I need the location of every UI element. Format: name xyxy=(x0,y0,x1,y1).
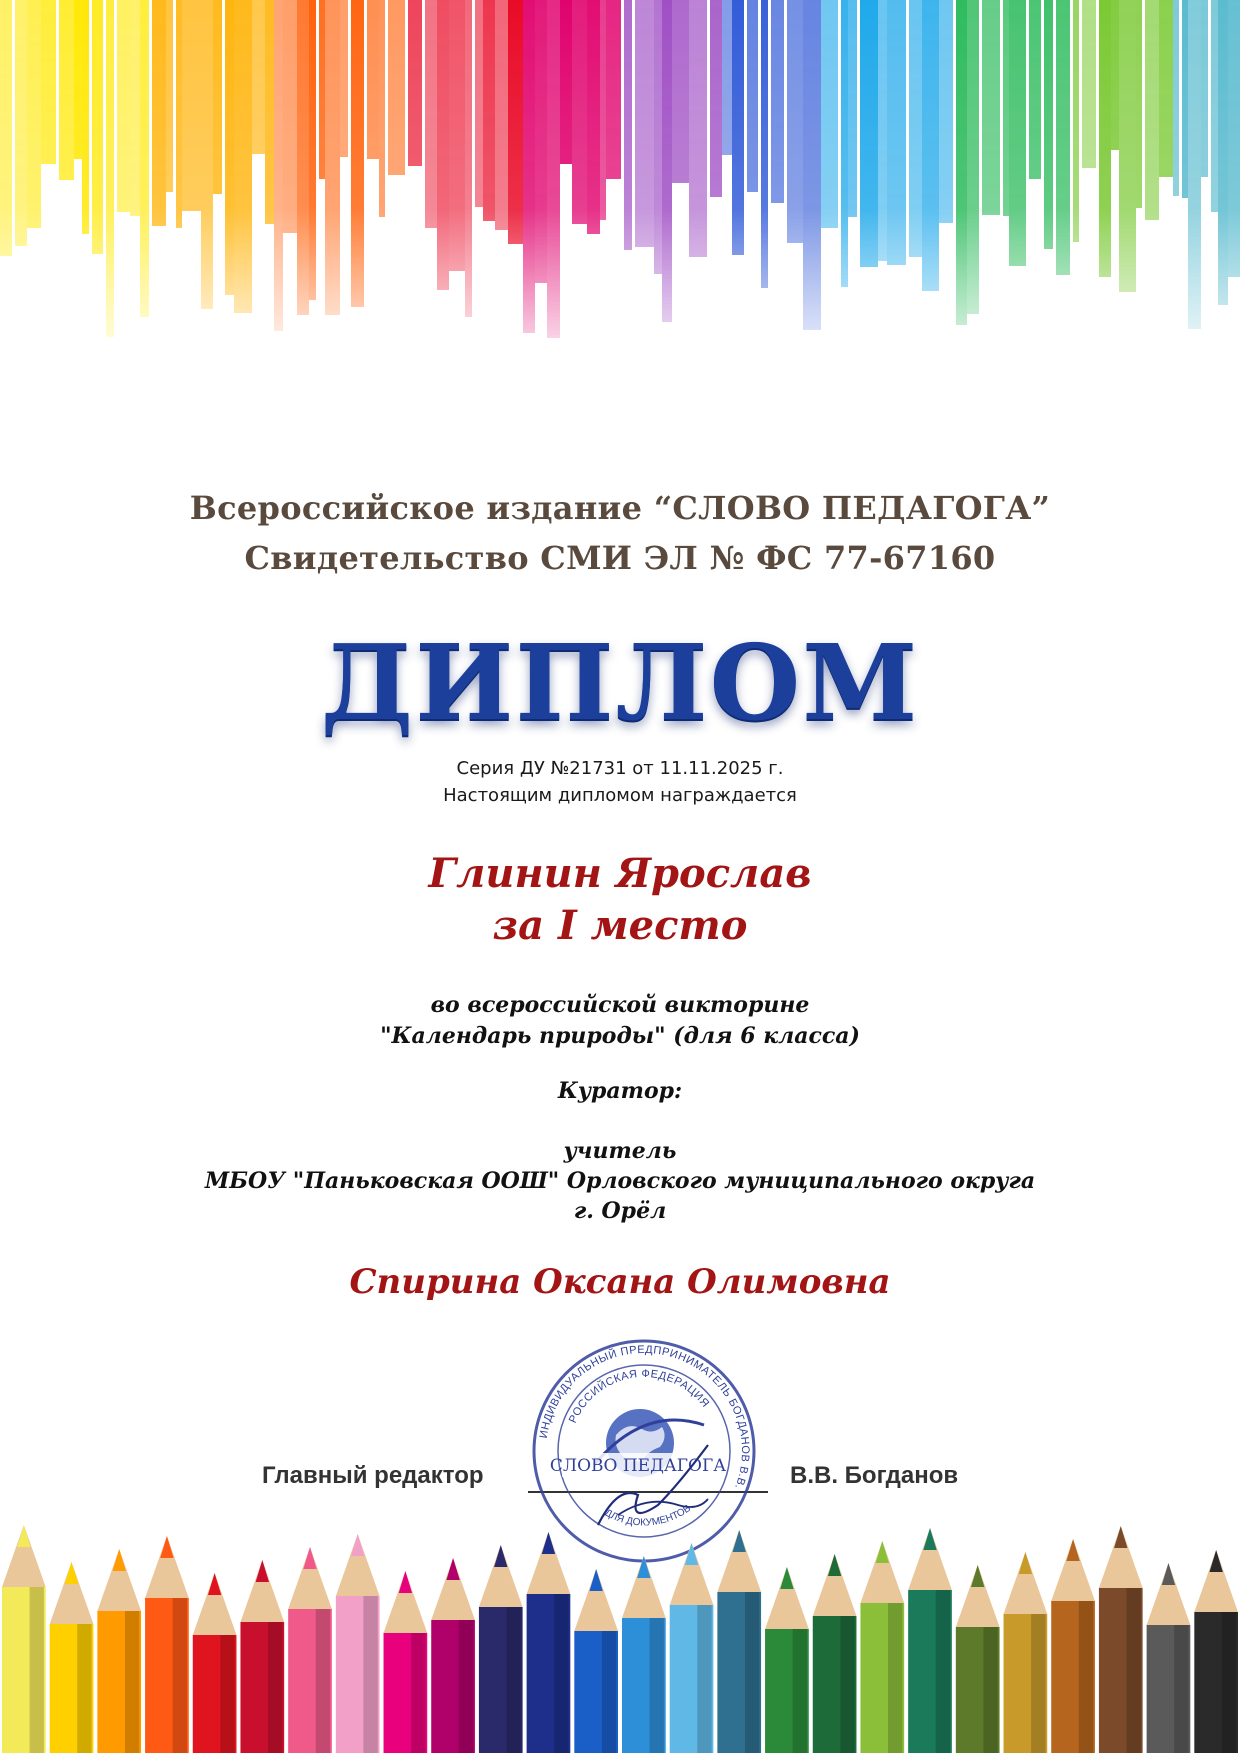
event-title: "Календарь природы" (для 6 класса) xyxy=(380,1023,860,1049)
colored-pencils-decoration xyxy=(0,1495,1240,1753)
publisher-name: Всероссийское издание “СЛОВО ПЕДАГОГА” xyxy=(189,489,1051,527)
curator-organization: МБОУ "Паньковская ООШ" Орловского муниципального округа xyxy=(204,1168,1036,1194)
event-block xyxy=(0,990,1240,1052)
awardee-name: Глинин Ярослав xyxy=(428,850,812,897)
publisher-header xyxy=(0,483,1240,583)
award-intro: Настоящим дипломом награждается xyxy=(443,785,797,806)
signature-role: Главный редактор xyxy=(262,1462,484,1489)
stamp-inner-text: РОССИЙСКАЯ ФЕДЕРАЦИЯ xyxy=(566,1367,712,1426)
diploma-title: ДИПЛОМ xyxy=(320,621,920,744)
curator-info xyxy=(0,1136,1240,1226)
stamp-bottom-text: ДЛЯ ДОКУМЕНТОВ xyxy=(602,1503,694,1529)
series-block xyxy=(0,755,1240,809)
publisher-license: Свидетельство СМИ ЭЛ № ФС 77-67160 xyxy=(244,539,996,577)
stamp-center-text: СЛОВО ПЕДАГОГА xyxy=(549,1456,727,1476)
awardee-block xyxy=(0,848,1240,952)
curator-label: Куратор: xyxy=(557,1078,683,1104)
awardee-place: за I место xyxy=(492,902,748,949)
series-number: Серия ДУ №21731 от 11.11.2025 г. xyxy=(456,758,784,779)
curator-position: учитель xyxy=(563,1138,677,1164)
curator-city: г. Орёл xyxy=(573,1198,667,1224)
event-type: во всероссийской викторине xyxy=(430,992,810,1018)
curator-name: Спирина Оксана Олимовна xyxy=(349,1262,891,1302)
signature-name: В.В. Богданов xyxy=(790,1462,959,1489)
stamp-outer-text: ИНДИВИДУАЛЬНЫЙ ПРЕДПРИНИМАТЕЛЬ БОГДАНОВ В.В. xyxy=(537,1343,752,1491)
rainbow-streaks-decoration xyxy=(0,0,1240,380)
